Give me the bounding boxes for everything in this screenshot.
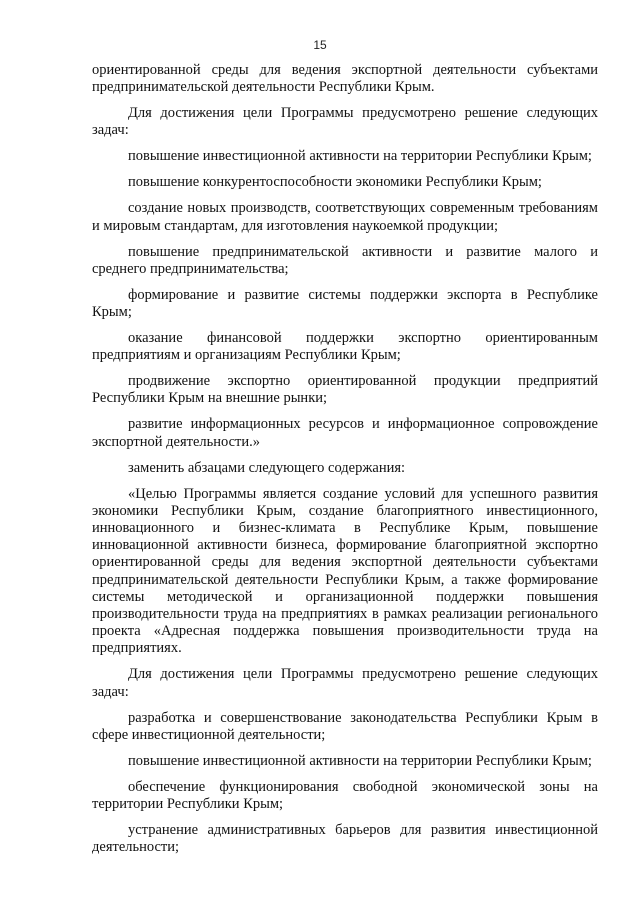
paragraph: повышение инвестиционной активности на территории Республики Крым; [128, 148, 592, 165]
paragraph: «Целью Программы является создание условий для успешного развития экономики Республики Крым, создание благоприятного инвестиционного, инновационного и бизнес-климата в Республике Крым, повышение инновационной активности бизнеса, формирование благоприятной экспортно ориентированной среды для ведения экспортной деятельности субъектами предпринимательской деятельности Республики Крым, а также формирование системы методической и организационной поддержки повышения производительности труда на предприятиях в рамках реализации регионального проекта «Адресная поддержка повышения производительности труда на предприятиях. [92, 485, 598, 657]
paragraph: повышение предпринимательской активности и развитие малого и среднего предпринимательства; [92, 243, 598, 277]
paragraph: повышение инвестиционной активности на территории Республики Крым; [128, 752, 592, 769]
paragraph: устранение административных барьеров для развития инвестиционной деятельности; [92, 822, 598, 856]
paragraph: разработка и совершенствование законодательства Республики Крым в сфере инвестиционной деятельности; [92, 709, 598, 743]
page-number: 15 [313, 38, 327, 52]
paragraph: ориентированной среды для ведения экспортной деятельности субъектами предпринимательской деятельности Республики Крым. [92, 62, 598, 96]
paragraph: формирование и развитие системы поддержки экспорта в Республике Крым; [92, 286, 598, 321]
paragraph: продвижение экспортно ориентированной продукции предприятий Республики Крым на внешние рынки; [92, 373, 598, 407]
paragraph: Для достижения цели Программы предусмотрено решение следующих задач: [92, 105, 598, 139]
paragraph: заменить абзацами следующего содержания: [128, 459, 406, 476]
paragraph: обеспечение функционирования свободной экономической зоны на территории Республики Крым; [92, 778, 598, 813]
paragraph: создание новых производств, соответствующих современным требованиям и мировым стандартам, для изготовления наукоемкой продукции; [92, 200, 598, 234]
paragraph: оказание финансовой поддержки экспортно ориентированным предприятиям и организациям Республики Крым; [92, 330, 598, 364]
paragraph: Для достижения цели Программы предусмотрено решение следующих задач: [92, 666, 598, 700]
paragraph: повышение конкурентоспособности экономики Республики Крым; [128, 174, 542, 191]
paragraph: развитие информационных ресурсов и информационное сопровождение экспортной деятельности.» [92, 416, 598, 450]
document-body [92, 62, 598, 865]
